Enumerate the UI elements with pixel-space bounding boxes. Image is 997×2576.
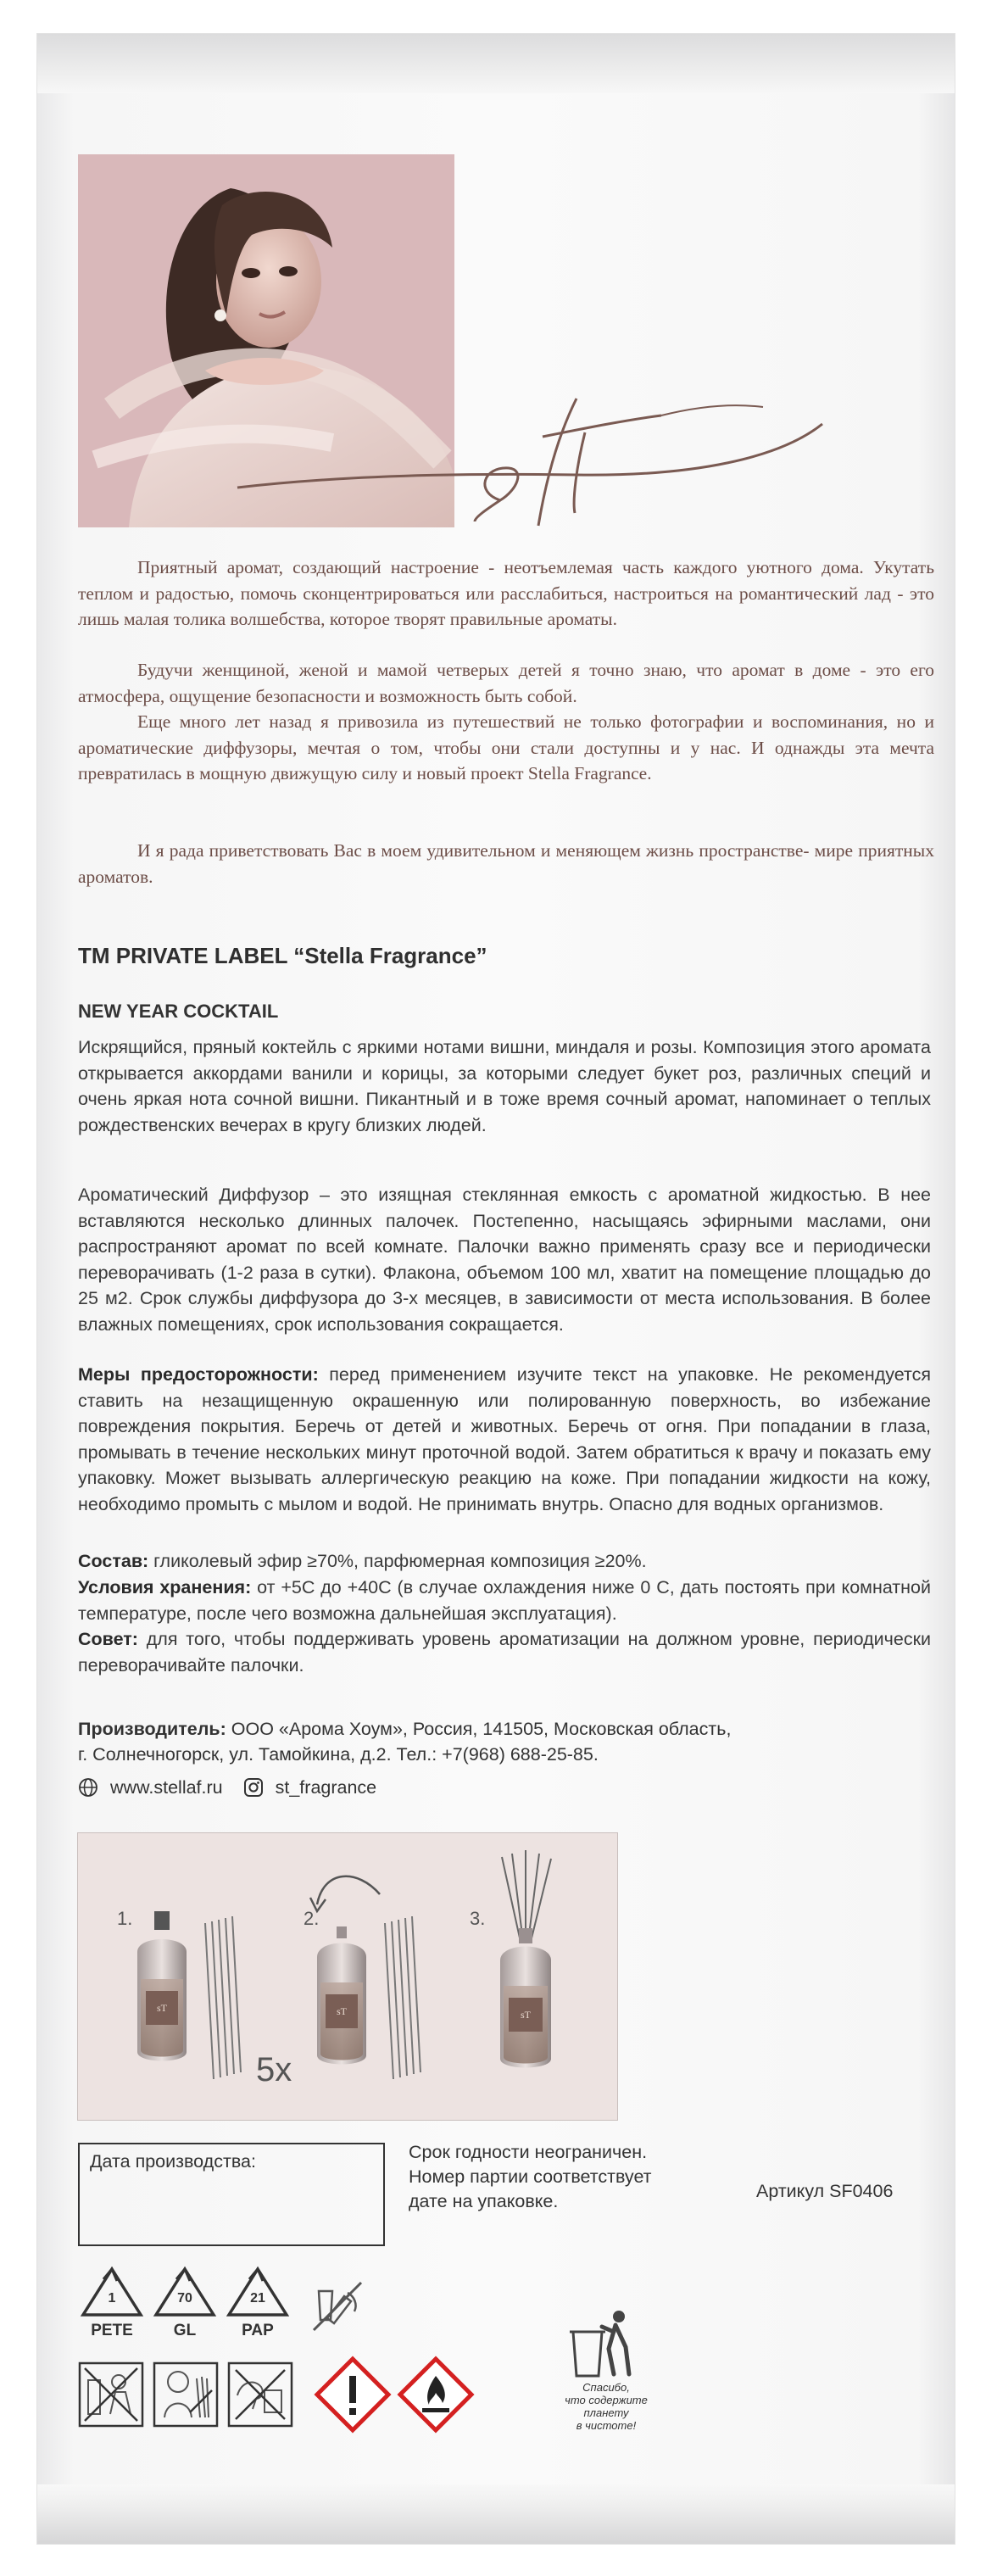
manufacturer-label: Производитель:	[78, 1719, 226, 1739]
product-name: NEW YEAR COCKTAIL	[78, 1001, 279, 1022]
recycle-paper-icon: 21 PAP	[224, 2264, 292, 2340]
brand-title: TM PRIVATE LABEL “Stella Fragrance”	[78, 943, 487, 968]
precautions-text: Меры предосторожности: перед применением изучите текст на упаковке. Не рекомендуется ставить на незащищенную окрашенную или полированную поверхность, во избежание повреждения покрытия. Беречь от детей и животных. Беречь от огня. При попадании в глаза, промывать в течение нескольких минут проточной водой. Затем обратиться к врачу и показать ему упаковку. Может вызывать аллергическую реакцию на коже. При попадании жидкости на кожу, необходимо промыть с мылом и водой. Не принимать внутрь. Опасно для водных организмов.	[78, 1364, 932, 1514]
thanks-caption: Спасибо, что содержите планету в чистоте!	[565, 2381, 648, 2432]
production-date-label: Дата производства:	[90, 2151, 256, 2172]
manufacturer-info: Производитель: ООО «Арома Хоум», Россия, 141505, Московская область, г. Солнечногорск, ул. Тамойкина, д.2. Тел.: +7(968) 688-25-85.	[78, 1719, 732, 1765]
advice-label: Совет:	[78, 1629, 138, 1649]
package-bottom-flap	[37, 2484, 955, 2544]
storage-label: Условия хранения:	[78, 1577, 252, 1597]
precautions-label: Меры предосторожности:	[78, 1364, 319, 1385]
recycle-pete-icon: 1 PETE	[78, 2264, 146, 2340]
instagram-handle[interactable]: st_fragrance	[275, 1776, 377, 1798]
composition-label: Состав:	[78, 1551, 149, 1571]
usage-steps-panel	[78, 1833, 617, 2120]
do-not-swallow-icon	[227, 2361, 293, 2428]
article-number: Артикул SF0406	[756, 2181, 894, 2201]
website-link[interactable]: www.stellaf.ru	[110, 1776, 223, 1798]
production-date-box	[78, 2143, 385, 2246]
not-food-contact-icon	[307, 2276, 368, 2337]
open-bottle-icon	[310, 1876, 380, 2065]
reed-sticks-icon	[205, 1916, 241, 2079]
reed-sticks-icon	[385, 1916, 421, 2079]
recycle-glass-icon: 70 GL	[151, 2264, 219, 2340]
globe-icon	[78, 1777, 98, 1798]
advice-text: Совет: для того, чтобы поддерживать уровень ароматизации на должном уровне, периодически переворачивайте палочки.	[78, 1629, 931, 1676]
product-description: Искрящийся, пряный коктейль с яркими нотами вишни, миндаля и розы. Композиция этого аромата открывается аккордами ванили и корицы, за которыми следует букет роз, различных специй и очень яркая нота сочной вишни. Пикантный и в тоже время сочный аромат, напоминает о теплых рождественских вечерах в кругу близких людей.	[78, 1037, 931, 1135]
contacts-row	[78, 1772, 376, 1803]
intro-paragraph-2: Будучи женщиной, женой и мамой четверых детей я точно знаю, что аромат в доме - это его атмосфера, ощущение безопасности и возможность быть собой.	[78, 660, 934, 706]
bottle-1-logo: sT	[157, 2002, 167, 2014]
step-1-number: 1.	[117, 1908, 133, 1929]
child-warning-icon	[153, 2361, 219, 2428]
bottle-with-cap-icon	[137, 1911, 187, 2061]
signature-logo-icon	[220, 373, 865, 543]
shelf-life-text: Срок годности неограничен. Номер партии соответствует дате на упаковке.	[409, 2142, 652, 2211]
step-2-number: 2.	[304, 1908, 320, 1929]
keep-from-children-icon	[78, 2361, 144, 2428]
step-3-number: 3.	[470, 1908, 486, 1929]
intro-paragraph-3: Еще много лет назад я привозила из путешествий не только фотографии и воспоминания, но и ароматические диффузоры, мечтая о том, чтобы они стали доступны и у нас. И однажды эта мечта превратилась в мощную движущую силу и новый проект Stella Fragrance.	[78, 711, 934, 783]
bottle-2-logo: sT	[337, 2005, 347, 2017]
intro-paragraph-1: Приятный аромат, создающий настроение - неотъемлемая часть каждого уютного дома. Укутать теплом и радостью, помочь сконцентрироваться или расслабиться, настроиться на романтический лад - это лишь малая толика волшебства, которое творят правильные ароматы.	[78, 557, 934, 629]
composition-text: Состав: гликолевый эфир ≥70%, парфюмерная композиция ≥20%.	[78, 1551, 647, 1571]
package-top-flap	[37, 34, 955, 93]
bottle-3-logo: sT	[521, 2009, 531, 2021]
diffuser-with-sticks-icon	[500, 1850, 551, 2068]
diffuser-description: Ароматический Диффузор – это изящная стеклянная емкость с ароматной жидкостью. В нее вставляются несколько длинных палочек. Постепенно, насыщаясь эфирными маслами, они распространяют аромат по всей комнате. Палочки важно применять сразу все и периодически переворачивать (1-2 раза в сутки). Флакона, объемом 100 мл, хватит на помещение площадью до 25 м2. Срок службы диффузора до 3-х месяцев, в зависимости от места использования. В более влажных помещениях, срок использования сокращается.	[78, 1185, 931, 1335]
sticks-count: 5x	[256, 2051, 292, 2088]
hazard-exclamation-icon	[314, 2356, 392, 2434]
instagram-icon	[243, 1777, 264, 1798]
intro-paragraph-4: И я рада приветствовать Вас в моем удивительном и меняющем жизнь пространстве- мире приятных ароматов.	[78, 840, 934, 887]
storage-text: Условия хранения: от +5С до +40С (в случае охлаждения ниже 0 С, дать постоять при комнатной температуре, после чего возможна дальнейшая эксплуатация).	[78, 1577, 931, 1624]
tidyman-recycle-icon	[560, 2306, 653, 2383]
hazard-flammable-icon	[397, 2356, 475, 2434]
